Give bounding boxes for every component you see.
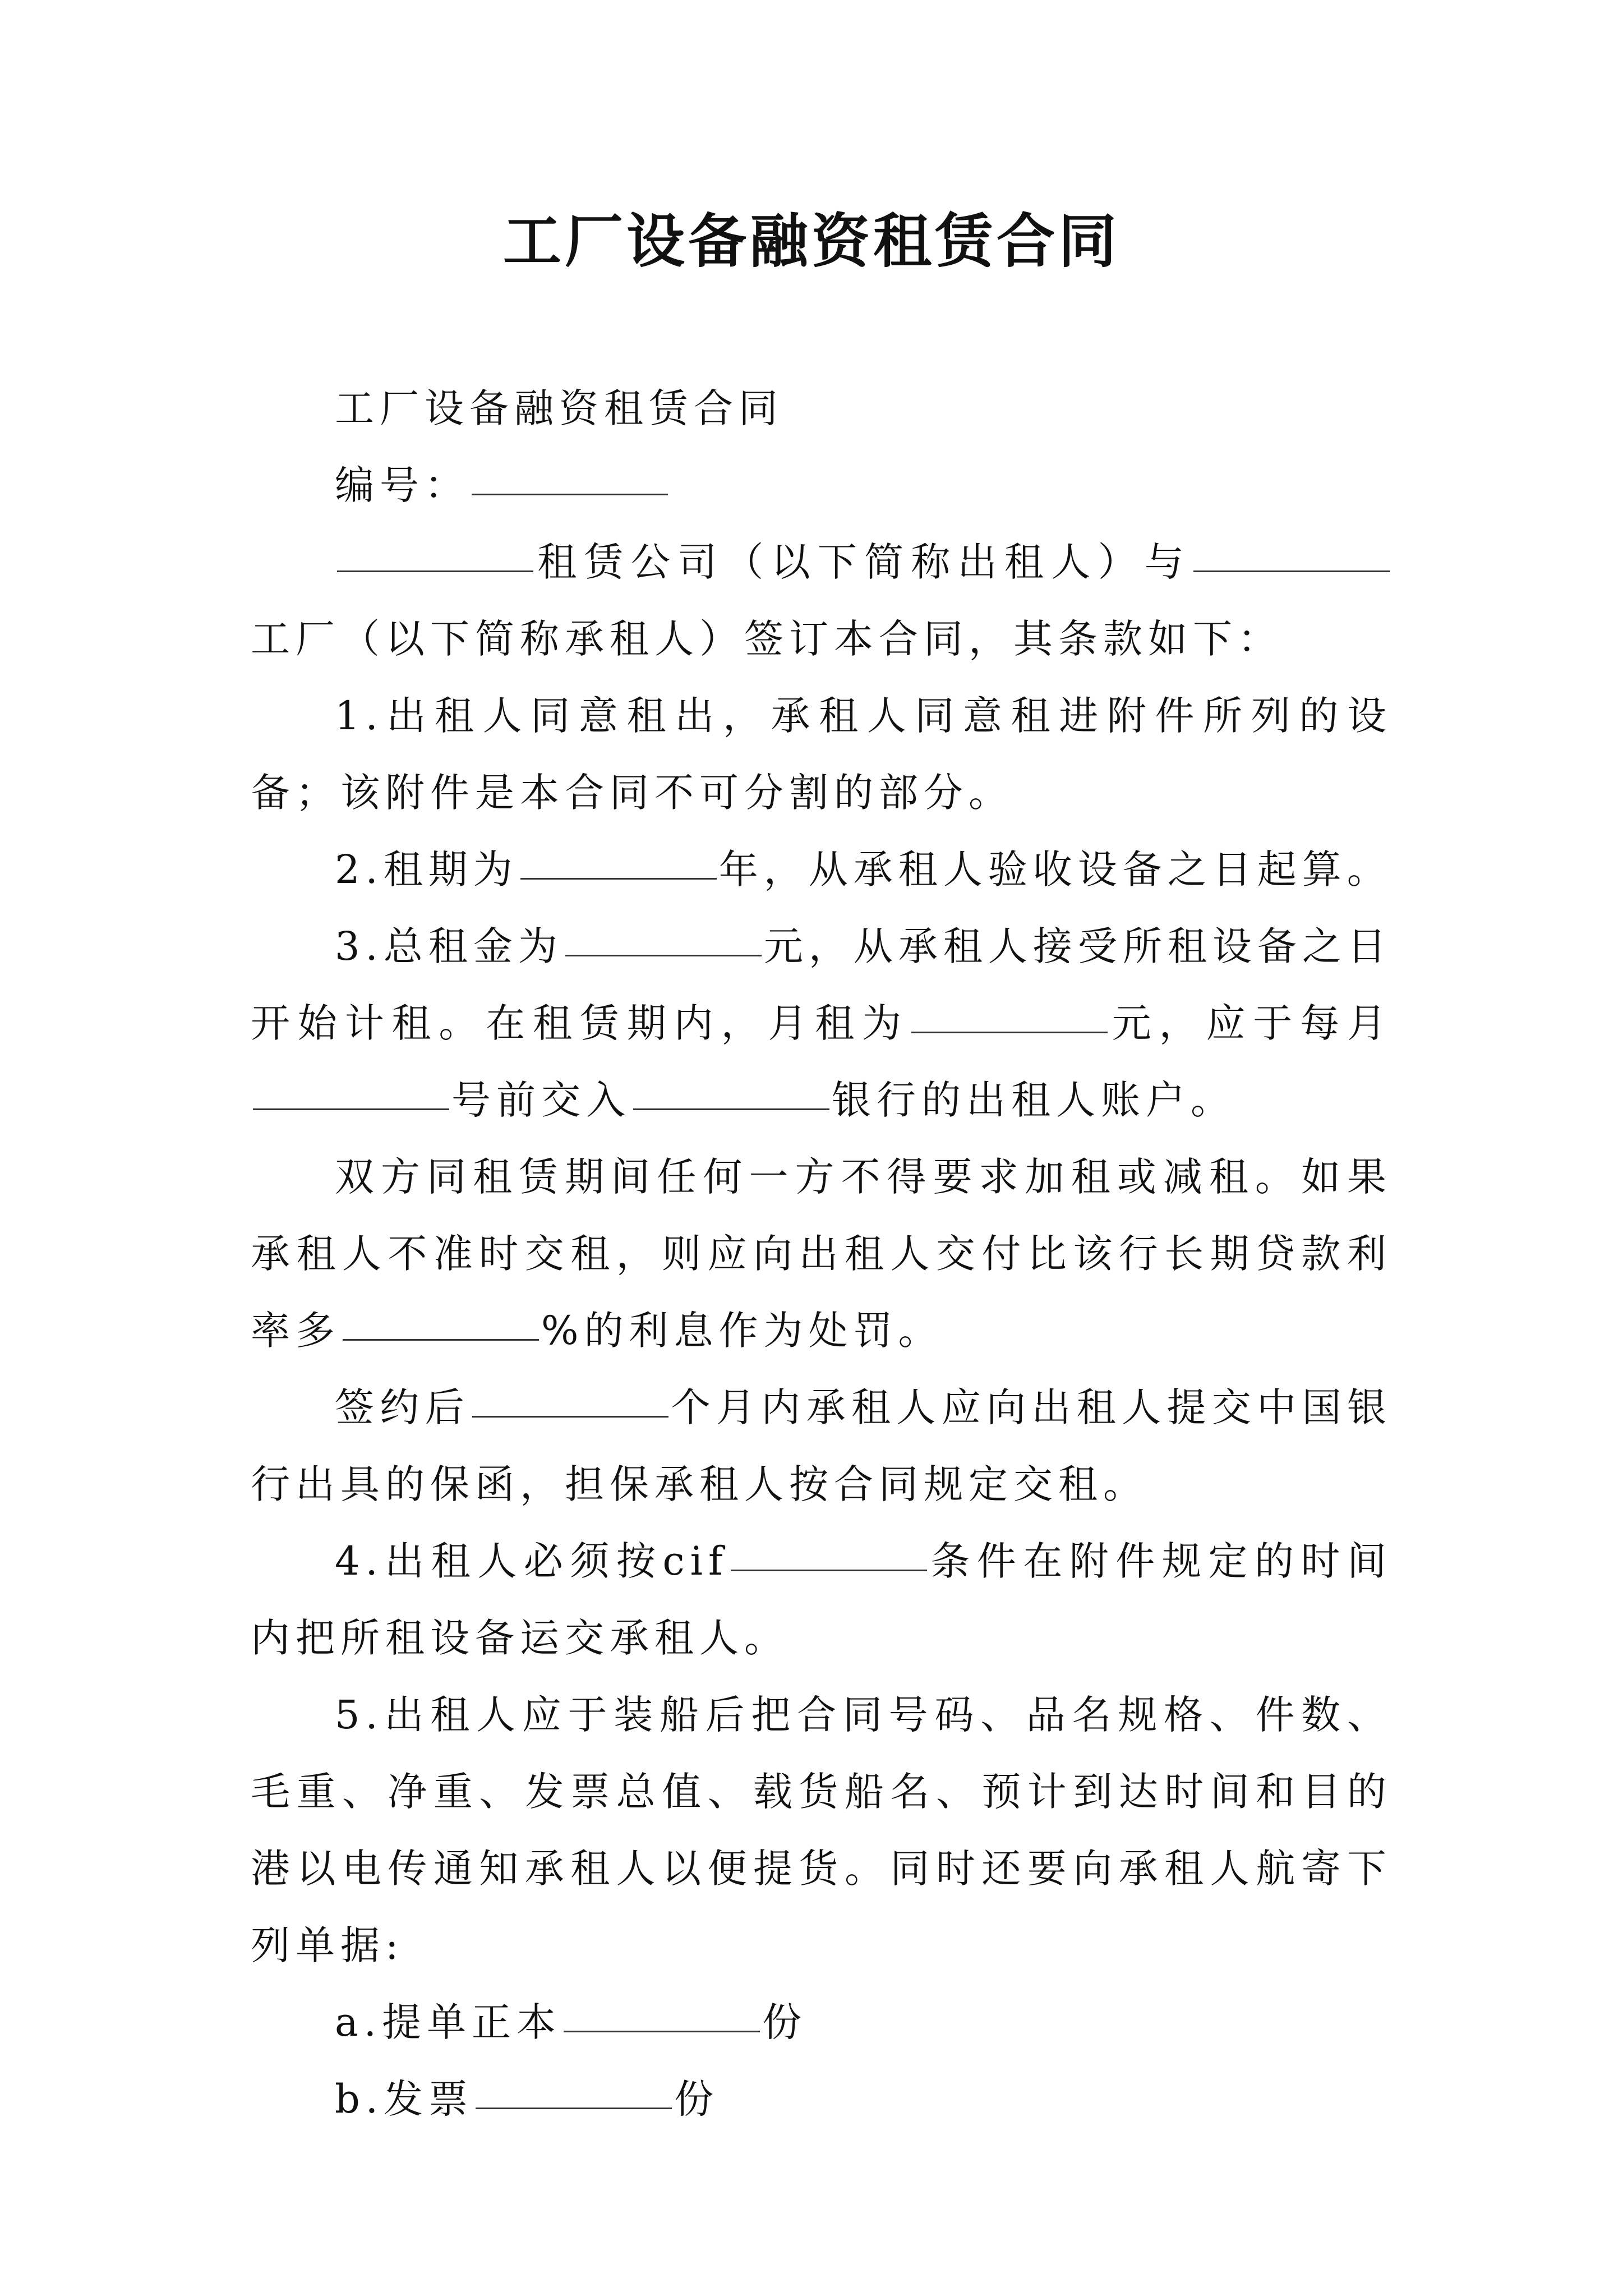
intro-paragraph: 租赁公司（以下简称出租人）与工厂（以下简称承租人）签订本合同，其条款如下：	[251, 524, 1392, 678]
clause-2: 2.租期为 年，从承租人验收设备之日起算。	[335, 846, 1392, 892]
blank-field	[476, 2107, 672, 2109]
rent-terms-paragraph: 双方同租赁期间任何一方不得要求加租或减租。如果承租人不准时交租，则应向出租人交付比该行长期贷款利率多 %的利息作为处罚。	[251, 1154, 1392, 1354]
document-title: 工厂设备融资租赁合同	[502, 206, 1120, 275]
blank-field	[337, 570, 533, 572]
blank-field	[343, 1338, 539, 1341]
blank-field	[564, 2030, 760, 2032]
blank-field	[731, 1569, 927, 1571]
clause-5: 5.出租人应于装船后把合同号码、品名规格、件数、毛重、净重、发票总值、载货船名、预计到达时间和目的港以电传通知承租人以便提货。同时还要向承租人航寄下列单据:	[251, 1692, 1392, 1968]
document-item-a: a.提单正本 份	[335, 1999, 807, 2045]
clause-4: 4.出租人必须按cif 条件在附件规定的时间内把所租设备运交承租人。	[251, 1538, 1392, 1661]
blank-field	[472, 493, 668, 495]
document-body	[251, 370, 1392, 2138]
blank-field	[472, 1415, 668, 1418]
blank-field	[520, 877, 717, 880]
guarantee-paragraph: 签约后 个月内承租人应向出租人提交中国银行出具的保函，担保承租人按合同规定交租。	[251, 1384, 1393, 1507]
contract-number-line	[251, 447, 1392, 524]
document-item-b: b.发票 份	[335, 2076, 720, 2122]
blank-field	[911, 1031, 1108, 1033]
clause-3: 3.总租金为 元，从承租人接受所租设备之日开始计租。在租赁期内，月租为 元，应于每月号前交入 银行的出租人账户。	[251, 923, 1393, 1123]
blank-field	[565, 954, 762, 956]
blank-field	[633, 1108, 829, 1110]
blank-field	[253, 1108, 449, 1110]
blank-field	[1193, 570, 1390, 572]
number-label: 编号：	[335, 462, 469, 508]
heading-repeat: 工厂设备融资租赁合同	[335, 385, 783, 431]
clause-1: 1.出租人同意租出，承租人同意租进附件所列的设备；该附件是本合同不可分割的部分。	[251, 693, 1392, 816]
